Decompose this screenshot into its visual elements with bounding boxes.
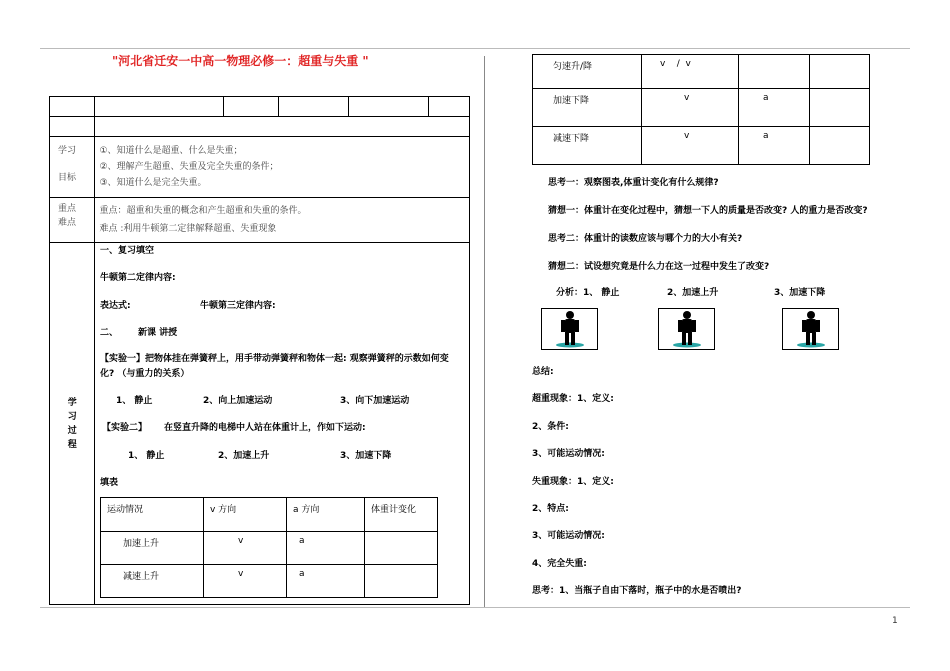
motion-table-continued bbox=[532, 54, 870, 165]
person-icon bbox=[542, 309, 597, 349]
weightless-motion: 3、可能运动情况: bbox=[532, 531, 605, 541]
experiment2-tag: 【实验二】 bbox=[102, 423, 148, 433]
person-on-scale-figure bbox=[541, 308, 598, 350]
process-label: 学 习 过 程 bbox=[50, 243, 95, 605]
exp2-item: 2、加速上升 bbox=[218, 451, 270, 461]
new-lesson-num: 二、 bbox=[100, 328, 119, 338]
analysis-item: 2、加速上升 bbox=[667, 288, 719, 298]
exp2-item: 1、 静止 bbox=[128, 451, 165, 461]
guess-one: 猜想一：体重计在变化过程中，猜想一下人的质量是否改变? 人的重力是否改变? bbox=[548, 206, 868, 216]
table-row: 减速上升 v a bbox=[101, 565, 438, 598]
analysis-label: 分析：1、 静止 bbox=[556, 288, 620, 298]
table-row: 加速上升 v a bbox=[101, 532, 438, 565]
think-two: 思考二：体重计的读数应该与哪个力的大小有关? bbox=[548, 234, 743, 244]
complete-weightless: 4、完全失重: bbox=[532, 559, 587, 569]
key-point: 重点：超重和失重的概念和产生超重和失重的条件。 bbox=[99, 206, 307, 216]
goal-item: ③、知道什么是完全失重。 bbox=[99, 178, 207, 188]
page-number: 1 bbox=[892, 616, 898, 626]
think-three: 思考：1、当瓶子自由下落时，瓶子中的水是否喷出? bbox=[532, 586, 742, 596]
fill-table-label: 填表 bbox=[100, 478, 119, 488]
difficult-point: 难点 :利用牛顿第二定律解释超重、失重现象 bbox=[99, 224, 277, 234]
person-on-scale-figure bbox=[782, 308, 839, 350]
table-row: 匀速升/降 v / v bbox=[533, 55, 870, 89]
person-on-scale-figure bbox=[658, 308, 715, 350]
footer-rule bbox=[40, 607, 910, 608]
exp1-item: 1、 静止 bbox=[116, 396, 153, 406]
goals-cell bbox=[95, 137, 470, 198]
motion-table bbox=[100, 497, 438, 598]
exp2-item: 3、加速下降 bbox=[340, 451, 392, 461]
experiment1-text-cont: 化? （与重力的关系） bbox=[100, 369, 190, 379]
key-cell bbox=[95, 198, 470, 243]
weightless-definition: 失重现象：1、定义: bbox=[532, 477, 614, 487]
table-row: 加速下降 v a bbox=[533, 89, 870, 127]
col-header-a: a 方向 bbox=[287, 498, 365, 532]
overweight-condition: 2、条件: bbox=[532, 422, 569, 432]
col-header-v: v 方向 bbox=[204, 498, 287, 532]
header-rule bbox=[40, 48, 910, 49]
summary-label: 总结: bbox=[532, 367, 554, 377]
expression-label: 表达式: bbox=[100, 301, 131, 311]
page-title: "河北省迁安一中高一物理必修一：超重与失重 " bbox=[112, 54, 369, 68]
think-one: 思考一：观察图表,体重计变化有什么规律? bbox=[548, 178, 719, 188]
goals-label: 学习 目标 bbox=[50, 137, 95, 198]
key-label: 重点 难点 bbox=[50, 198, 95, 243]
experiment2-text: 在竖直升降的电梯中人站在体重计上，作如下运动: bbox=[164, 423, 366, 433]
analysis-item: 3、加速下降 bbox=[774, 288, 826, 298]
overweight-motion: 3、可能运动情况: bbox=[532, 449, 605, 459]
overweight-definition: 超重现象：1、定义: bbox=[532, 394, 614, 404]
review-heading: 一、复习填空 bbox=[100, 246, 155, 256]
goal-item: ②、理解产生超重、失重及完全失重的条件； bbox=[99, 162, 279, 172]
person-icon bbox=[659, 309, 714, 349]
weightless-feature: 2、特点: bbox=[532, 504, 569, 514]
exp1-item: 2、向上加速运动 bbox=[203, 396, 273, 406]
person-icon bbox=[783, 309, 838, 349]
table-row: 减速下降 v a bbox=[533, 127, 870, 165]
exp1-item: 3、向下加速运动 bbox=[340, 396, 410, 406]
col-header-motion: 运动情况 bbox=[101, 498, 204, 532]
newton3-label: 牛顿第三定律内容: bbox=[200, 301, 276, 311]
newton2-label: 牛顿第二定律内容: bbox=[100, 273, 176, 283]
guess-two: 猜想二：试设想究竟是什么力在这一过程中发生了改变? bbox=[548, 262, 770, 272]
experiment1-text: 【实验一】把物体挂在弹簧秤上，用手带动弹簧秤和物体一起: 观察弹簧秤的示数如何变 bbox=[100, 354, 449, 364]
goal-item: ①、知道什么是超重、什么是失重； bbox=[99, 146, 243, 156]
new-lesson-heading: 新课 讲授 bbox=[138, 328, 178, 338]
col-header-scale: 体重计变化 bbox=[365, 498, 438, 532]
page-divider bbox=[484, 56, 485, 608]
